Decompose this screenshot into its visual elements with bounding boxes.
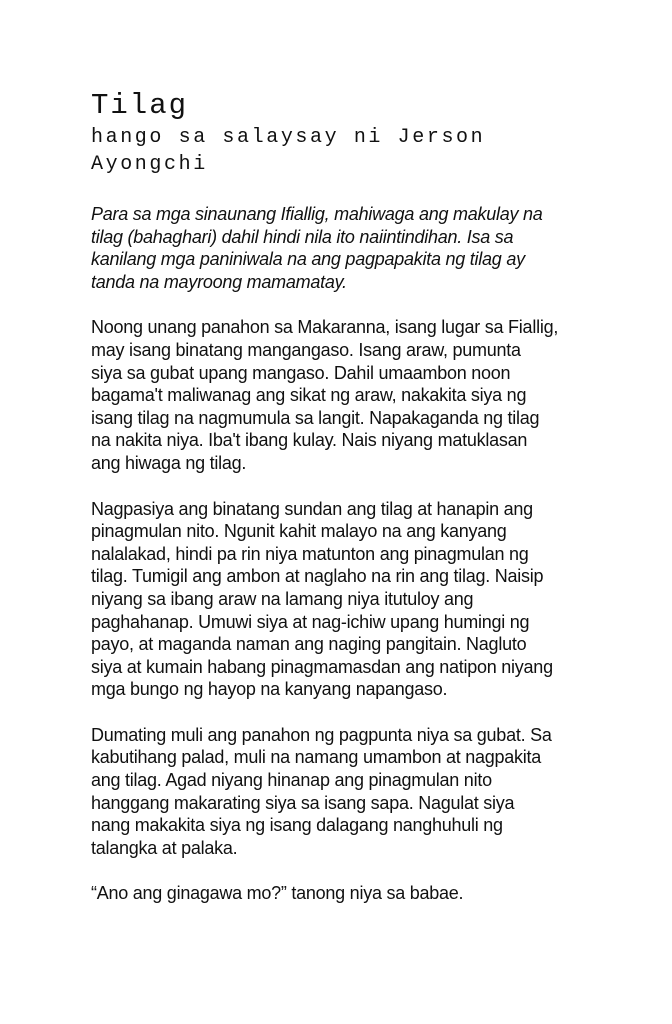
subtitle-line: Ayongchi (91, 153, 208, 176)
text-line: kabutihang palad, muli na namang umambon at nagpakita (91, 747, 542, 768)
text-line: talangka at palaka. (91, 837, 238, 858)
text-line: bagama't maliwanag ang sikat ng araw, nakakita siya ng (91, 385, 527, 406)
story-subtitle (91, 124, 521, 178)
text-line: siya at kumain habang pinagmamasdan ang natipon niyang (91, 656, 553, 677)
text-line: payo, at maganda naman ang naging pangitain. Nagluto (91, 634, 527, 655)
text-line: na nakita niya. Iba't ibang kulay. Nais niyang matuklasan (91, 430, 528, 451)
subtitle-line: hango sa salaysay ni Jerson (91, 126, 486, 149)
text-line: pinagmulan nito. Ngunit kahit malayo na ang kanyang (91, 521, 507, 542)
text-line: mga bungo ng hayop na kanyang napangaso. (91, 679, 448, 700)
dialogue-paragraph (91, 882, 631, 905)
text-line: isang tilag na nagmumula sa langit. Napakaganda ng tilag (91, 407, 540, 428)
text-line: nang makakita siya ng isang dalagang nanghuhuli ng (91, 815, 503, 836)
text-line: “Ano ang ginagawa mo?” tanong niya sa babae. (91, 883, 464, 904)
story-title: Tilag (91, 89, 189, 122)
body-paragraph (91, 316, 631, 474)
text-line: niyang sa ibang araw na lamang niya itutuloy ang (91, 588, 474, 609)
body-paragraph (91, 498, 631, 701)
text-line: ang hiwaga ng tilag. (91, 452, 247, 473)
text-line: tilag (bahaghari) dahil hindi nila ito naiintindihan. Isa sa (91, 226, 514, 247)
text-line: tilag. Tumigil ang ambon at naglaho na rin ang tilag. Naisip (91, 566, 544, 587)
text-line: Noong unang panahon sa Makaranna, isang lugar sa Fiallig, (91, 317, 559, 338)
text-line: siya sa gubat upang mangaso. Dahil umaambon noon (91, 362, 511, 383)
text-line: paghahanap. Umuwi siya at nag-ichiw upang humingi ng (91, 611, 530, 632)
text-line: Para sa mga sinaunang Ifiallig, mahiwaga ang makulay na (91, 204, 543, 224)
intro-paragraph (91, 203, 631, 293)
text-line: kanilang mga paniniwala na ang pagpapakita ng tilag ay (91, 249, 525, 270)
text-line: nalalakad, hindi pa rin niya matunton ang pinagmulan ng (91, 543, 529, 564)
text-line: ang tilag. Agad niyang hinanap ang pinagmulan nito (91, 770, 492, 791)
body-paragraph (91, 724, 631, 860)
text-line: hanggang makarating siya sa isang sapa. Nagulat siya (91, 792, 515, 813)
text-line: tanda na mayroong mamamatay. (91, 271, 347, 292)
text-line: Dumating muli ang panahon ng pagpunta niya sa gubat. Sa (91, 724, 552, 745)
text-line: may isang binatang mangangaso. Isang araw, pumunta (91, 339, 521, 360)
document-page (91, 88, 631, 905)
text-line: Nagpasiya ang binatang sundan ang tilag at hanapin ang (91, 498, 533, 519)
